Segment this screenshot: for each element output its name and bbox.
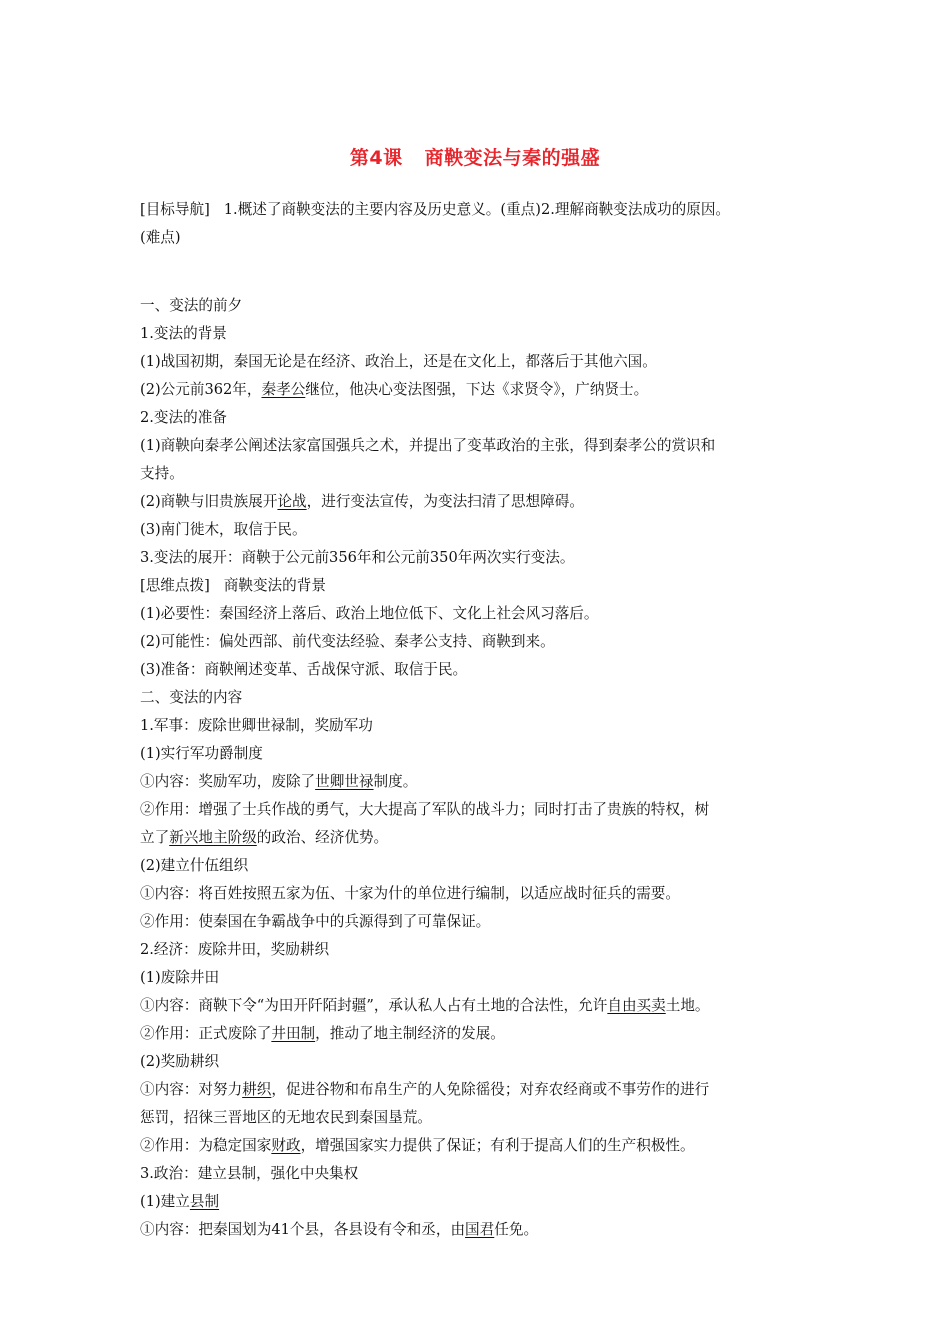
section-heading: 二、变法的内容 [140,689,243,706]
paragraph: (3)准备：商鞅阐述变革、舌战保守派、取信于民。 [140,661,468,678]
subsection-title: 1.军事：废除世卿世禄制，奖励军功 [140,717,373,734]
underlined-term: 论战 [277,493,307,510]
paragraph: ②作用：为稳定国家财政，增强国家实力提供了保证；有利于提高人们的生产积极性。 [140,1137,695,1154]
lesson-title [0,143,950,170]
paragraph: (1)废除井田 [140,969,220,986]
paragraph: ②作用：使秦国在争霸战争中的兵源得到了可靠保证。 [140,913,491,930]
paragraph: (1)必要性：秦国经济上落后、政治上地位低下、文化上社会风习落后。 [140,605,599,622]
lesson-name: 商鞅变法与秦的强盛 [424,147,601,169]
lesson-number: 第4课 [349,147,403,169]
paragraph: ①内容：对努力耕织，促进谷物和布帛生产的人免除徭役；对弃农经商或不事劳作的进行 [140,1081,710,1098]
underlined-term: 县制 [189,1193,220,1210]
subsection-title: 3.政治：建立县制，强化中央集权 [140,1165,359,1182]
goal-line: [目标导航] 1.概述了商鞅变法的主要内容及历史意义。(重点)2.理解商鞅变法成功的原因。 [140,201,731,218]
paragraph: ①内容：将百姓按照五家为伍、十家为什的单位进行编制，以适应战时征兵的需要。 [140,885,680,902]
underlined-term: 耕织 [242,1081,272,1098]
goal-line-2: (难点) [140,229,181,246]
paragraph: 立了新兴地主阶级的政治、经济优势。 [140,829,389,846]
paragraph: (3)南门徙木，取信于民。 [140,521,307,538]
paragraph: ①内容：奖励军功，废除了世卿世禄制度。 [140,773,418,790]
underlined-term: 世卿世禄 [315,773,374,790]
paragraph: (2)奖励耕织 [140,1053,220,1070]
paragraph: ①内容：把秦国划为41个县，各县设有令和丞，由国君任免。 [140,1221,539,1238]
subsection-title: 2.经济：废除井田，奖励耕织 [140,941,330,958]
paragraph: 支持。 [140,465,184,482]
paragraph: ②作用：正式废除了井田制，推动了地主制经济的发展。 [140,1025,505,1042]
tip-tag: [思维点拨] [140,577,210,594]
paragraph: ②作用：增强了士兵作战的勇气，大大提高了军队的战斗力；同时打击了贵族的特权，树 [140,801,710,818]
goal-tag: [目标导航] [140,201,210,218]
underlined-term: 自由买卖 [607,997,666,1014]
paragraph: (2)公元前362年，秦孝公继位，他决心变法图强，下达《求贤令》，广纳贤士。 [140,381,649,398]
underlined-term: 秦孝公 [261,381,306,398]
paragraph: (1)建立县制 [140,1193,220,1210]
paragraph: (1)战国初期，秦国无论是在经济、政治上，还是在文化上，都落后于其他六国。 [140,353,657,370]
subsection-title: 1.变法的背景 [140,325,227,342]
underlined-term: 国君 [465,1221,495,1238]
tip-line: [思维点拨] 商鞅变法的背景 [140,577,326,594]
paragraph: (2)可能性：偏处西部、前代变法经验、秦孝公支持、商鞅到来。 [140,633,555,650]
paragraph: (2)建立什伍组织 [140,857,249,874]
underlined-term: 财政 [271,1137,301,1154]
underlined-term: 新兴地主阶级 [169,829,257,846]
section-heading: 一、变法的前夕 [140,297,243,314]
subsection-title: 3.变法的展开：商鞅于公元前356年和公元前350年两次实行变法。 [140,549,575,566]
paragraph: 惩罚，招徕三晋地区的无地农民到秦国垦荒。 [140,1109,432,1126]
subsection-title: 2.变法的准备 [140,409,227,426]
underlined-term: 井田制 [271,1025,316,1042]
paragraph: (2)商鞅与旧贵族展开论战，进行变法宣传，为变法扫清了思想障碍。 [140,493,584,510]
lesson-body [140,196,820,1244]
paragraph: (1)商鞅向秦孝公阐述法家富国强兵之术，并提出了变革政治的主张，得到秦孝公的赏识和 [140,437,716,454]
paragraph: (1)实行军功爵制度 [140,745,263,762]
paragraph: ①内容：商鞅下令“为田开阡陌封疆”，承认私人占有土地的合法性，允许自由买卖土地。 [140,997,710,1014]
